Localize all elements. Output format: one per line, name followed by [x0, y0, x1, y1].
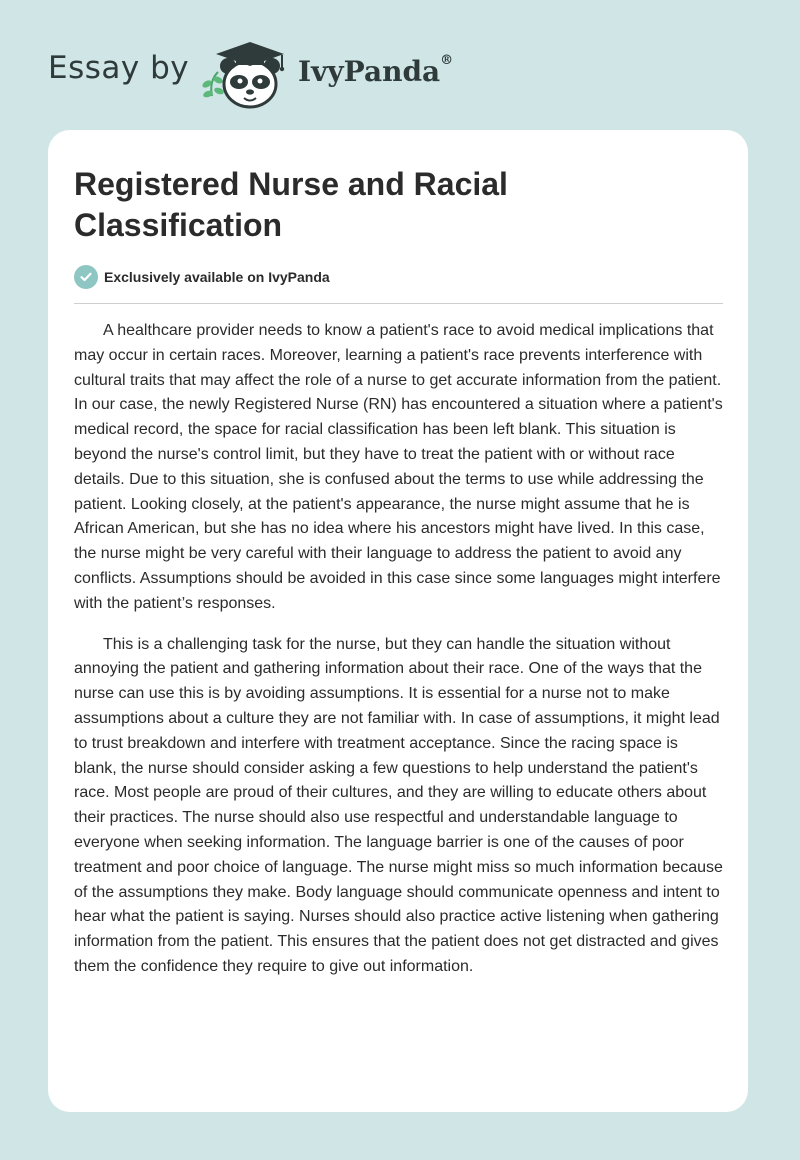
panda-logo-icon[interactable]: [198, 34, 298, 110]
essay-by-label: Essay by: [48, 50, 190, 86]
essay-body: [74, 319, 724, 996]
divider: [74, 303, 723, 304]
registered-mark: ®: [440, 53, 454, 68]
page-title: Registered Nurse and Racial Classification: [74, 166, 508, 243]
exclusive-badge: [74, 264, 330, 290]
paragraph: This is a challenging task for the nurse, but they can handle the situation without annoying the patient and gathering information about their race. One of the ways that the nurse can use this is by avoiding assumptions. It is essential for a nurse not to make assumptions about a culture they are not familiar with. In case of assumptions, it might lead to trust breakdown and interfere with treatment acceptance. Since the racing space is blank, the nurse should consider asking a few questions to help understand the patient's race. Most people are proud of their cultures, and they are willing to educate others about their practices. The nurse should also use respectful and understandable language to everyone when seeking information. The language barrier is one of the causes of poor treatment and poor choice of language. The nurse might miss so much information because of the assumptions they make. Body language should communicate openness and intent to hear what the patient is saying. Nurses should also practice active listening when gathering information from the patient. This ensures that the patient does not get distracted and gives them the confidence they require to give out information.: [74, 635, 723, 975]
paragraph: A healthcare provider needs to know a patient's race to avoid medical implications that may occur in certain races. Moreover, learning a patient's race prevents interference with cultural traits that may affect the role of a nurse to get accurate information from the patient. In our case, the newly Registered Nurse (RN) has encountered a situation where a patient's medical record, the space for racial classification has been left blank. This situation is beyond the nurse's control limit, but they have to treat the patient with or without race details. Due to this situation, she is confused about the terms to use while addressing the patient. Looking closely, at the patient's appearance, the nurse might assume that he is African American, but she has no idea where his ancestors might have lived. In this case, the nurse might be very careful with their language to address the patient to avoid any conflicts. Assumptions should be avoided in this case since some languages might interfere with the patient’s responses.: [74, 322, 723, 612]
leaf-icon: [201, 72, 225, 99]
check-circle-icon: [74, 265, 98, 289]
badge-label: Exclusively available on IvyPanda: [104, 269, 330, 285]
brand-name[interactable]: IvyPanda®: [298, 53, 454, 88]
site-header: [0, 0, 800, 120]
essay-card: [48, 130, 748, 1112]
